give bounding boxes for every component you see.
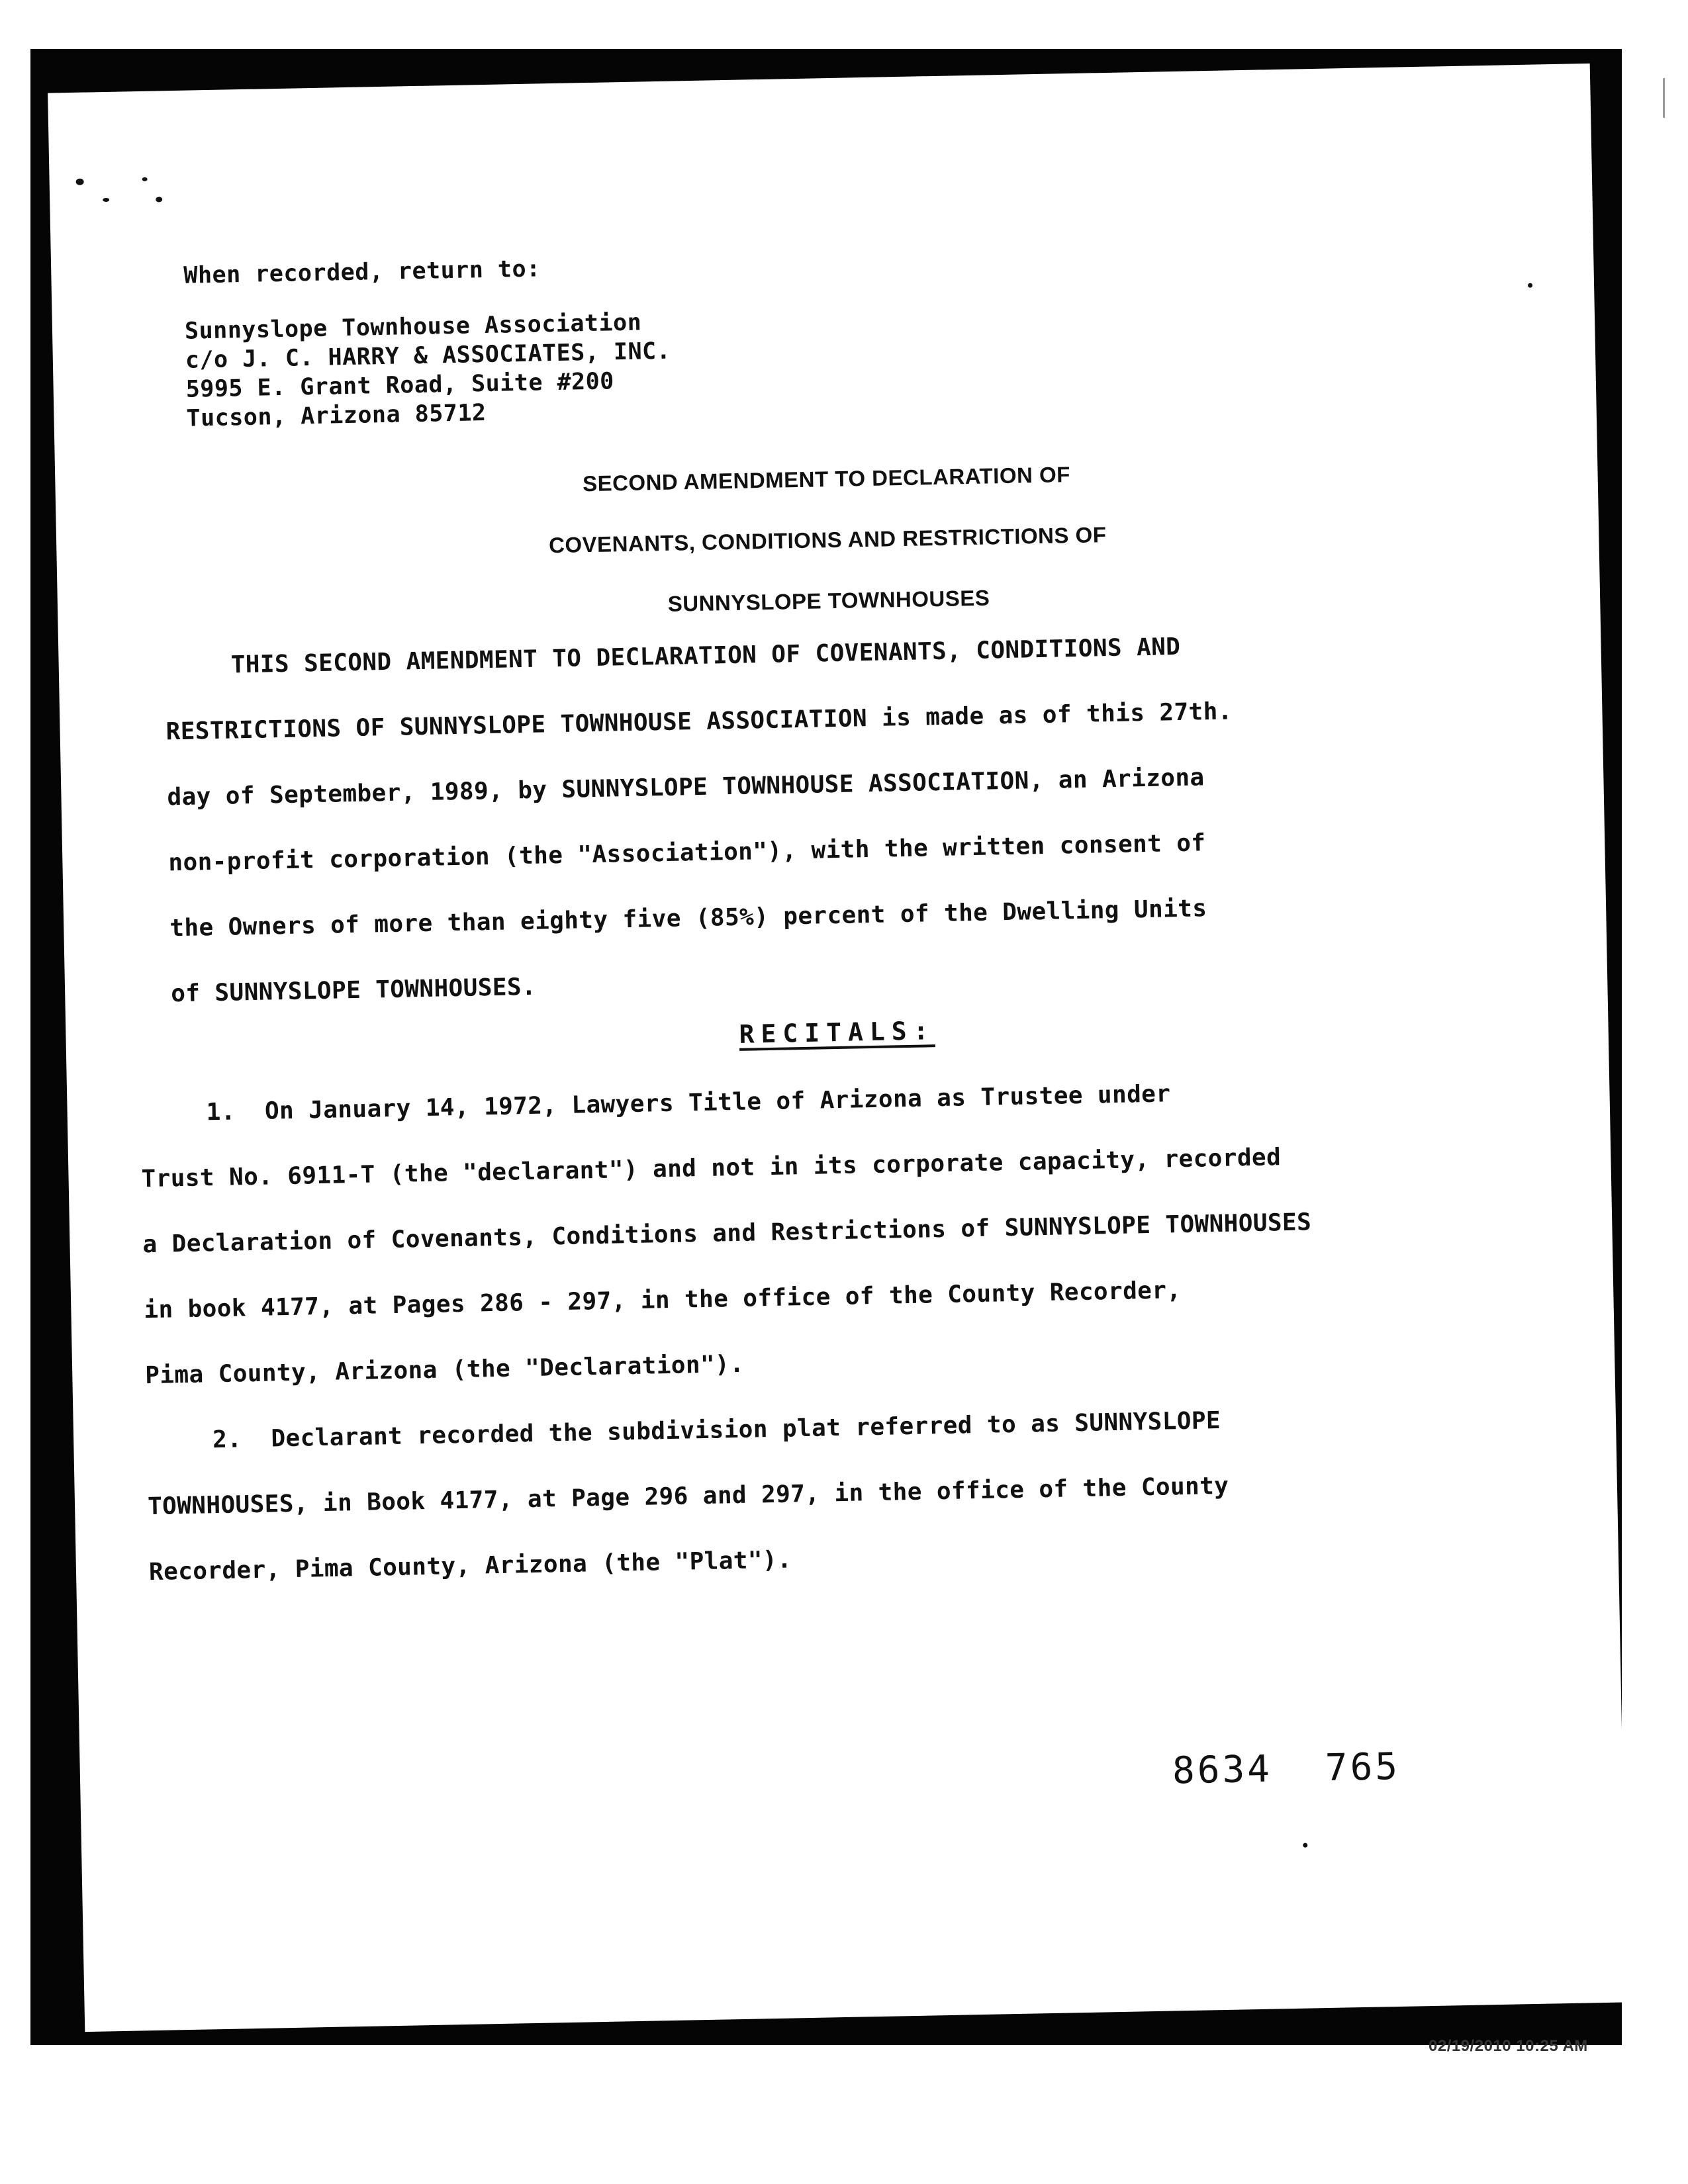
- paragraph-line: in book 4177, at Pages 286 - 297, in the office of the County Recorder,: [144, 1277, 1182, 1324]
- document-page: [48, 64, 1627, 2032]
- scan-speck: [1303, 1843, 1307, 1848]
- title-line: SUNNYSLOPE TOWNHOUSES: [667, 585, 990, 616]
- return-address-block: [183, 252, 672, 433]
- page-number: 765: [1325, 1745, 1401, 1790]
- title-line: COVENANTS, CONDITIONS AND RESTRICTIONS OF: [548, 522, 1107, 558]
- recording-page-number: [1172, 1744, 1453, 1792]
- scan-speck: [1528, 283, 1532, 288]
- scan-speck: [142, 177, 148, 181]
- intro-paragraph: [164, 612, 1310, 1026]
- paragraph-line: TOWNHOUSES, in Book 4177, at Page 296 and 297, in the office of the County: [147, 1472, 1229, 1521]
- paragraph-line: of SUNNYSLOPE TOWNHOUSES.: [170, 973, 537, 1008]
- paragraph-line: the Owners of more than eighty five (85%) percent of the Dwelling Units: [169, 895, 1207, 942]
- paragraph-line: THIS SECOND AMENDMENT TO DECLARATION OF COVENANTS, CONDITIONS AND: [230, 633, 1181, 679]
- recitals-heading: RECITALS:: [739, 1016, 935, 1049]
- address-line: Sunnyslope Townhouse Association: [184, 309, 642, 345]
- address-line: Tucson, Arizona 85712: [186, 400, 487, 432]
- document-title: [55, 434, 1601, 647]
- scan-edge-mark: [1663, 78, 1673, 118]
- scan-speck: [156, 197, 162, 202]
- book-number: 8634: [1172, 1747, 1273, 1793]
- paragraph-line: a Declaration of Covenants, Conditions and Restrictions of SUNNYSLOPE TOWNHOUSES: [142, 1208, 1312, 1259]
- paragraph-line: 1. On January 14, 1972, Lawyers Title of Arizona as Trustee under: [206, 1080, 1171, 1126]
- scan-speck: [76, 179, 84, 185]
- scan-speck: [103, 198, 109, 202]
- paragraph-line: Recorder, Pima County, Arizona (the "Plat").: [148, 1546, 792, 1586]
- return-to-header: When recorded, return to:: [183, 255, 541, 289]
- paragraph-line: RESTRICTIONS OF SUNNYSLOPE TOWNHOUSE ASSOCIATION is made as of this 27th.: [165, 698, 1233, 746]
- recital-2: [146, 1383, 1460, 1605]
- paragraph-line: non-profit corporation (the "Association"), with the written consent of: [168, 829, 1206, 877]
- title-line: SECOND AMENDMENT TO DECLARATION OF: [582, 462, 1071, 496]
- paragraph-line: 2. Declarant recorded the subdivision plat referred to as SUNNYSLOPE: [212, 1406, 1221, 1454]
- paragraph-line: Trust No. 6911-T (the "declarant") and not in its corporate capacity, recorded: [141, 1144, 1282, 1193]
- address-line: 5995 E. Grant Road, Suite #200: [185, 368, 615, 403]
- address-line: c/o J. C. HARRY & ASSOCIATES, INC.: [185, 338, 671, 374]
- paragraph-line: day of September, 1989, by SUNNYSLOPE TOWNHOUSE ASSOCIATION, an Arizona: [167, 764, 1205, 811]
- scan-timestamp: 02/19/2010 10:25 AM: [1429, 2037, 1588, 2055]
- paragraph-line: Pima County, Arizona (the "Declaration").: [144, 1350, 745, 1390]
- recital-1: [140, 1056, 1456, 1408]
